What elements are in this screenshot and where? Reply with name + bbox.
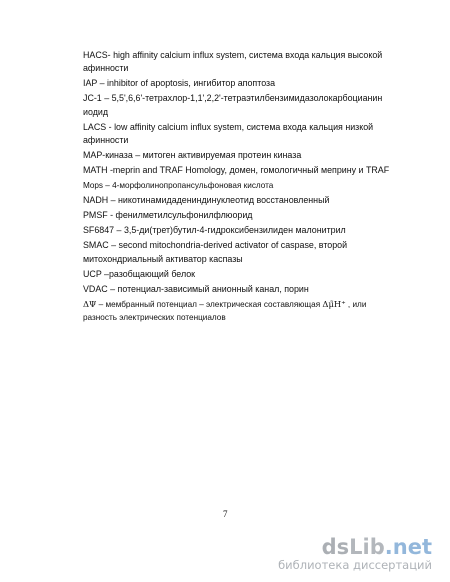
abbr-entry-hacs: [83, 49, 383, 76]
abbr-entry-mops: [83, 179, 383, 192]
dslib-logo: [278, 536, 432, 558]
abbr-entry-lacs: [83, 121, 383, 148]
entry-line: LACS - low affinity calcium influx system, система входа кальция низкой: [83, 121, 374, 132]
abbr-entry-map-kinase: [83, 149, 383, 162]
dslib-watermark: [278, 536, 432, 572]
entry-line: JC-1 – 5,5',6,6'-тетрахлор-1,1',2,2'-тетраэтилбензимидазолокарбоцианин: [83, 93, 383, 104]
entry-line: разность электрических потенциалов: [83, 313, 226, 323]
delta-mu-h-symbol: Δμ̃H⁺: [322, 298, 346, 309]
abbr-entry-iap: [83, 77, 383, 90]
entry-line: NADH – никотинамидадениндинуклеотид восстановленный: [83, 195, 330, 206]
abbr-entry-vdac: [83, 283, 383, 296]
entry-line: PMSF - фенилметилсульфонилфлюорид: [83, 210, 253, 221]
entry-line: HACS- high affinity calcium influx system, система входа кальция высокой: [83, 50, 383, 60]
abbr-entry-math: [83, 164, 390, 177]
abbr-entry-nadh: [83, 194, 383, 207]
entry-line: MAP-киназа – митоген активируемая протеин киназа: [83, 150, 302, 161]
delta-psi-symbol: ΔΨ: [83, 298, 97, 309]
logo-ds: ds: [321, 535, 350, 559]
logo-net: .net: [384, 535, 432, 559]
dslib-subtitle: библиотека диссертаций: [278, 558, 432, 572]
entry-line: афинности: [83, 135, 129, 146]
entry-line: SF6847 – 3,5-ди(трет)бутил-4-гидроксибензилиден малонитрил: [83, 225, 346, 236]
entry-line: Mops – 4-морфолинопропансульфоновая кислота: [83, 181, 274, 191]
abbr-entry-smac: [83, 239, 383, 266]
entry-line: митохондриальный активатор каспазы: [83, 253, 243, 264]
abbr-entry-jc1: [83, 92, 383, 119]
entry-line: SMAC – second mitochondria-derived activator of caspase, второй: [83, 240, 348, 251]
entry-line: VDAC – потенциал-зависимый анионный канал, порин: [83, 283, 309, 294]
abbr-entry-sf6847: [83, 224, 383, 237]
page-number: 7: [223, 509, 228, 519]
delta-psi-tail: , или: [345, 299, 367, 309]
abbreviations-list: [83, 49, 390, 326]
entry-line: IAP – inhibitor of apoptosis, ингибитор апоптоза: [83, 78, 276, 89]
entry-line: MATH -meprin and TRAF Homology, домен, гомологичный меприну и TRAF: [83, 165, 390, 176]
abbr-entry-ucp: [83, 268, 383, 281]
abbr-entry-delta-psi: [83, 298, 383, 325]
entry-line: [83, 298, 383, 311]
logo-lib: Lib: [349, 535, 385, 559]
entry-line: афинности: [83, 63, 129, 74]
entry-line: UCP –разобщающий белок: [83, 268, 196, 279]
entry-line: иодид: [83, 106, 109, 117]
delta-psi-text: – мембранный потенциал – электрическая составляющая: [96, 299, 323, 309]
abbr-entry-pmsf: [83, 209, 383, 222]
